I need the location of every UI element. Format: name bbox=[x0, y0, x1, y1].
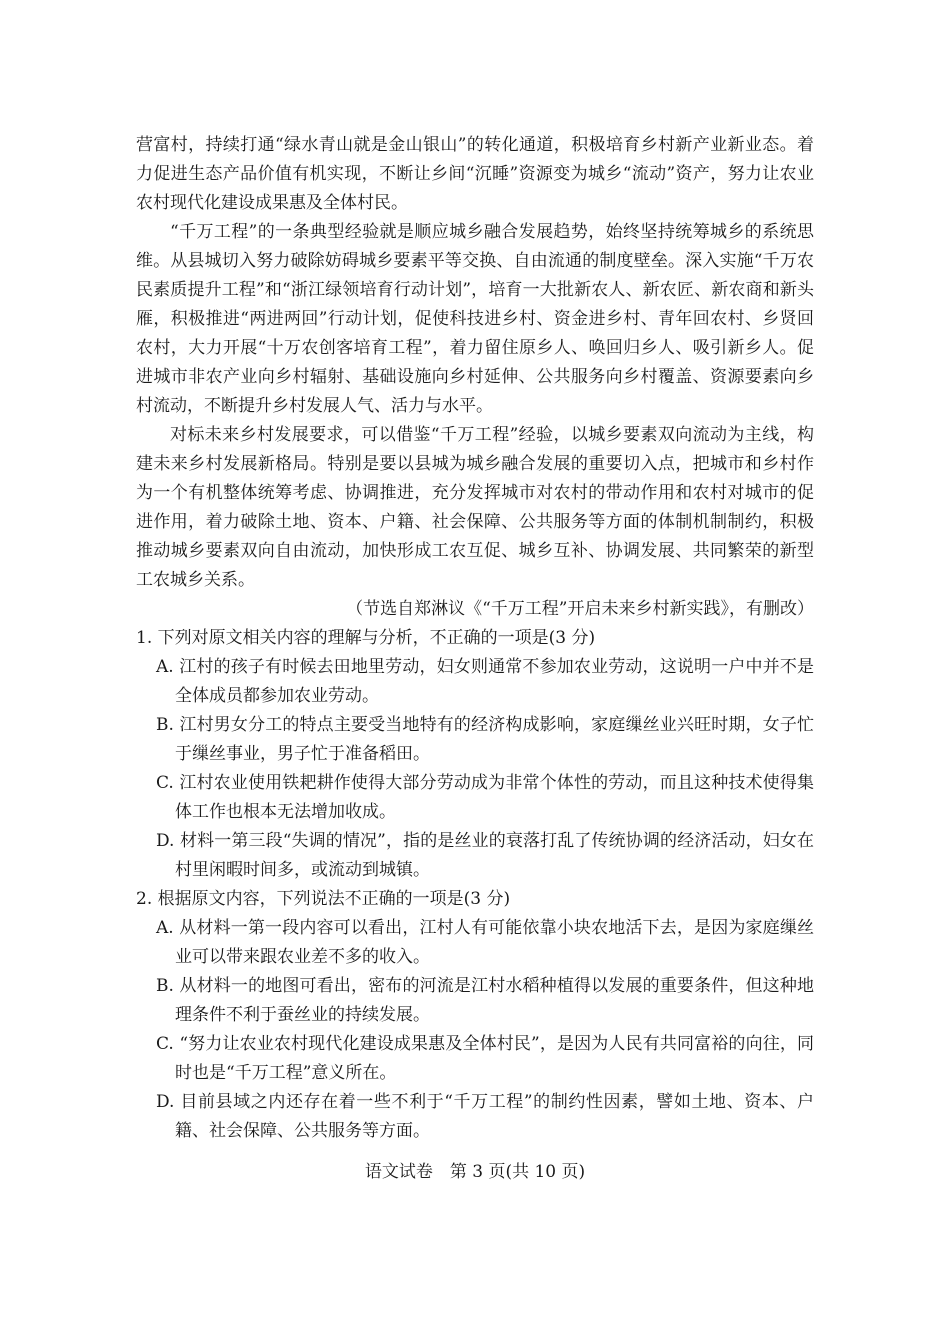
option-b: B. 从材料一的地图可看出，密布的河流是江村水稻种植得以发展的重要条件，但这种地理条件不利于蚕丝业的持续发展。 bbox=[156, 976, 814, 1025]
option-c: C. 江村农业使用铁耙耕作使得大部分劳动成为非常个体性的劳动，而且这种技术使得集体工作也根本无法增加收成。 bbox=[156, 773, 814, 822]
passage-paragraph: 营富村，持续打通“绿水青山就是金山银山”的转化通道，积极培育乡村新产业新业态。着力促进生态产品价值有机实现，不断让乡间“沉睡”资源变为城乡“流动”资产，努力让农业农村现代化建设成果惠及全体村民。 bbox=[136, 135, 814, 213]
option-b: B. 江村男女分工的特点主要受当地特有的经济构成影响，家庭缫丝业兴旺时期，女子忙于缫丝事业，男子忙于准备稻田。 bbox=[156, 715, 814, 764]
question-2 bbox=[136, 885, 814, 1146]
passage-source: （节选自郑淋议《“千万工程”开启未来乡村新实践》，有删改） bbox=[346, 599, 814, 619]
option-d: D. 材料一第三段“失调的情况”，指的是丝业的衰落打乱了传统协调的经济活动，妇女在村里闲暇时间多，或流动到城镇。 bbox=[156, 831, 814, 880]
page-footer: 语文试卷 第 3 页(共 10 页) bbox=[364, 1162, 586, 1182]
question-1 bbox=[136, 624, 814, 885]
question-stem: 1. 下列对原文相关内容的理解与分析，不正确的一项是(3 分) bbox=[136, 628, 596, 648]
passage-paragraph: “千万工程”的一条典型经验就是顺应城乡融合发展趋势，始终坚持统筹城乡的系统思维。从县城切入努力破除妨碍城乡要素平等交换、自由流通的制度壁垒。深入实施“千万农民素质提升工程”和“浙江绿领培育行动计划”，培育一大批新农人、新农匠、新农商和新头雁，积极推进“两进两回”行动计划，促使科技进乡村、资金进乡村、青年回农村、乡贤回农村，大力开展“十万农创客培育工程”，着力留住原乡人、唤回归乡人、吸引新乡人。促进城市非农产业向乡村辐射、基础设施向乡村延伸、公共服务向乡村覆盖、资源要素向乡村流动，不断提升乡村发展人气、活力与水平。 bbox=[136, 222, 814, 416]
page-content bbox=[136, 131, 814, 1146]
option-a: A. 从材料一第一段内容可以看出，江村人有可能依靠小块农地活下去，是因为家庭缫丝业可以带来跟农业差不多的收入。 bbox=[156, 918, 814, 967]
option-c: C. “努力让农业农村现代化建设成果惠及全体村民”，是因为人民有共同富裕的向往，同时也是“千万工程”意义所在。 bbox=[156, 1034, 814, 1083]
option-a: A. 江村的孩子有时候去田地里劳动，妇女则通常不参加农业劳动，这说明一户中并不是全体成员都参加农业劳动。 bbox=[156, 657, 814, 706]
question-stem: 2. 根据原文内容，下列说法不正确的一项是(3 分) bbox=[136, 889, 511, 909]
passage-paragraph: 对标未来乡村发展要求，可以借鉴“千万工程”经验，以城乡要素双向流动为主线，构建未来乡村发展新格局。特别是要以县城为城乡融合发展的重要切入点，把城市和乡村作为一个有机整体统筹考虑、协调推进，充分发挥城市对农村的带动作用和农村对城市的促进作用，着力破除土地、资本、户籍、社会保障、公共服务等方面的体制机制制约，积极推动城乡要素双向自由流动，加快形成工农互促、城乡互补、协调发展、共同繁荣的新型工农城乡关系。 bbox=[136, 425, 814, 590]
option-d: D. 目前县域之内还存在着一些不利于“千万工程”的制约性因素，譬如土地、资本、户籍、社会保障、公共服务等方面。 bbox=[156, 1092, 814, 1141]
